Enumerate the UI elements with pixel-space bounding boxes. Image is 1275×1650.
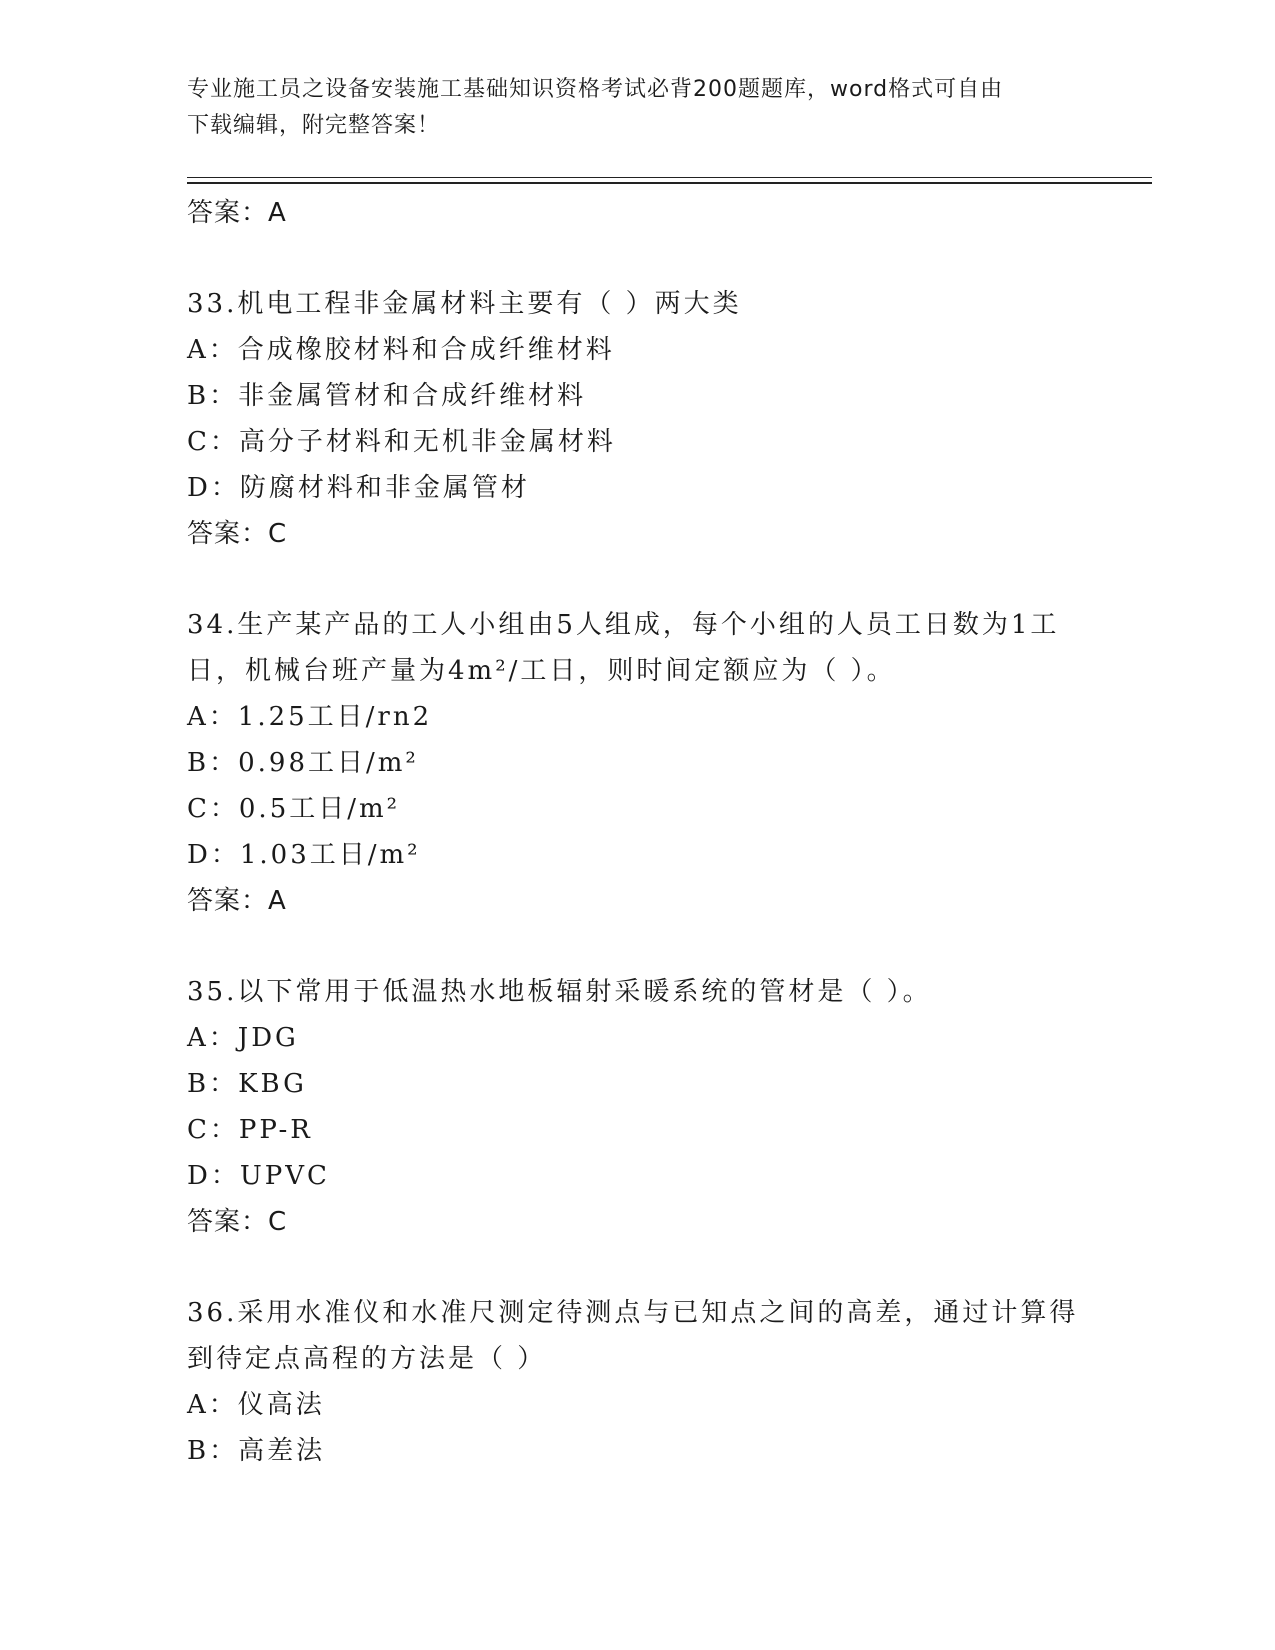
question-33 <box>187 281 1152 557</box>
answer: 答案：C <box>187 1207 288 1237</box>
answer: 答案：C <box>187 519 288 549</box>
spacer <box>187 236 1152 281</box>
option-c: C：0.5工日/m² <box>187 794 401 824</box>
header-title-line-2: 下载编辑，附完整答案！ <box>187 113 441 138</box>
option-d: D：UPVC <box>187 1161 330 1191</box>
question-stem: 33.机电工程非金属材料主要有（ ）两大类 <box>187 289 742 319</box>
option-c: C：PP-R <box>187 1115 313 1145</box>
header-divider-top <box>187 177 1152 178</box>
spacer <box>187 1245 1152 1290</box>
option-b: B：高差法 <box>187 1436 326 1466</box>
option-b: B：非金属管材和合成纤维材料 <box>187 381 587 411</box>
answer: 答案：A <box>187 886 287 916</box>
spacer <box>187 557 1152 602</box>
option-b: B：0.98工日/m² <box>187 748 419 778</box>
question-stem-continued: 日，机械台班产量为4m²/工日，则时间定额应为（ ）。 <box>187 656 896 686</box>
option-a: A：1.25工日/rn2 <box>187 702 433 732</box>
question-list <box>187 190 1152 1474</box>
question-stem-continued: 到待定点高程的方法是（ ） <box>187 1344 547 1374</box>
question-36 <box>187 1290 1152 1474</box>
option-a: A：仪高法 <box>187 1390 325 1420</box>
option-a: A：JDG <box>187 1023 299 1053</box>
header-title-line-1: 专业施工员之设备安装施工基础知识资格考试必背200题题库，word格式可自由 <box>187 77 1004 102</box>
question-stem: 35.以下常用于低温热水地板辐射采暖系统的管材是（ ）。 <box>187 977 932 1007</box>
option-b: B：KBG <box>187 1069 307 1099</box>
option-d: D：防腐材料和非金属管材 <box>187 473 530 503</box>
question-35 <box>187 969 1152 1245</box>
spacer <box>187 924 1152 969</box>
option-d: D：1.03工日/m² <box>187 840 421 870</box>
question-34 <box>187 602 1152 924</box>
document-header <box>187 72 1077 144</box>
question-stem: 36.采用水准仪和水准尺测定待测点与已知点之间的高差，通过计算得 <box>187 1298 1079 1328</box>
previous-answer: 答案：A <box>187 198 287 228</box>
question-stem: 34.生产某产品的工人小组由5人组成，每个小组的人员工日数为1工 <box>187 610 1060 640</box>
option-a: A：合成橡胶材料和合成纤维材料 <box>187 335 615 365</box>
header-divider-bottom <box>187 182 1152 184</box>
option-c: C：高分子材料和无机非金属材料 <box>187 427 616 457</box>
